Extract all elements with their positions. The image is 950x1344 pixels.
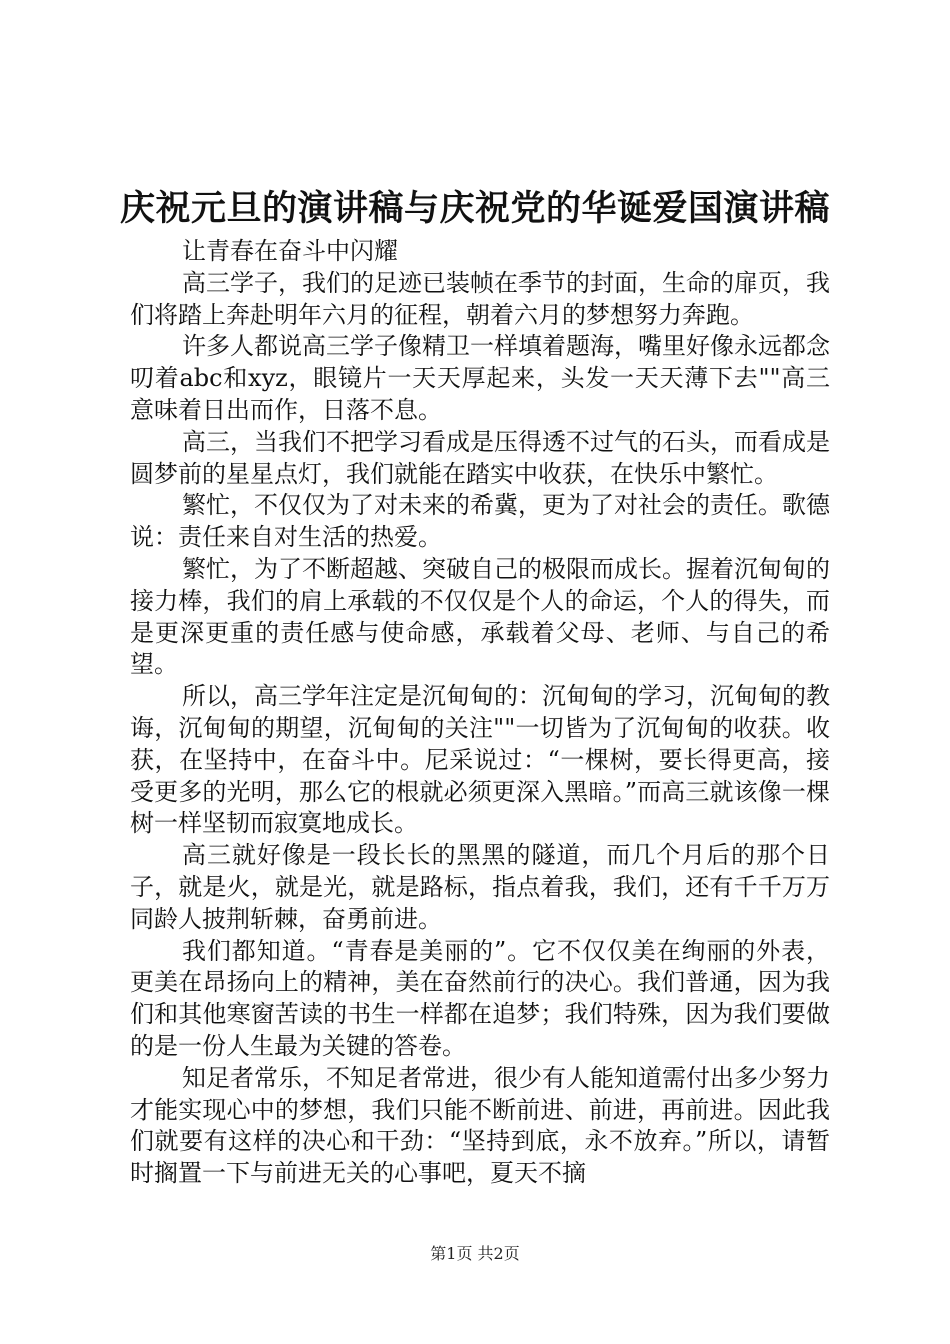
document-body	[130, 236, 830, 1190]
document-title: 庆祝元旦的演讲稿与庆祝党的华诞爱国演讲稿	[119, 188, 830, 229]
paragraph: 高三，当我们不把学习看成是压得透不过气的石头，而看成是圆梦前的星星点灯，我们就能在踏实中收获，在快乐中繁忙。	[130, 427, 830, 488]
paragraph: 许多人都说高三学子像精卫一样填着题海，嘴里好像永远都念叨着abc和xyz，眼镜片一天天厚起来，头发一天天薄下去""高三意味着日出而作，日落不息。	[130, 332, 830, 424]
paragraph: 繁忙，不仅仅为了对未来的希冀，更为了对社会的责任。歌德说：责任来自对生活的热爱。	[130, 491, 830, 552]
paragraph: 高三学子，我们的足迹已装帧在季节的封面，生命的扉页，我们将踏上奔赴明年六月的征程，朝着六月的梦想努力奔跑。	[130, 268, 830, 329]
paragraph: 高三就好像是一段长长的黑黑的隧道，而几个月后的那个日子，就是火，就是光，就是路标，指点着我，我们，还有千千万万同龄人披荆斩棘，奋勇前进。	[130, 841, 830, 933]
document-subtitle: 让青春在奋斗中闪耀	[182, 237, 398, 265]
paragraph: 繁忙，为了不断超越、突破自己的极限而成长。握着沉甸甸的接力棒，我们的肩上承载的不仅仅是个人的命运，个人的得失，而是更深更重的责任感与使命感，承载着父母、老师、与自己的希望。	[130, 554, 830, 679]
page-number-footer: 第1页 共2页	[430, 1244, 520, 1263]
paragraph: 我们都知道。“青春是美丽的”。它不仅仅美在绚丽的外表，更美在昂扬向上的精神，美在奋然前行的决心。我们普通，因为我们和其他寒窗苦读的书生一样都在追梦；我们特殊，因为我们要做的是一份人生最为关键的答卷。	[130, 936, 830, 1060]
paragraph: 知足者常乐，不知足者常进，很少有人能知道需付出多少努力才能实现心中的梦想，我们只能不断前进、前进，再前进。因此我们就要有这样的决心和干劲：“坚持到底，永不放弃。”所以，请暂时搁置一下与前进无关的心事吧，夏天不摘	[130, 1063, 830, 1188]
paragraph: 所以，高三学年注定是沉甸甸的：沉甸甸的学习，沉甸甸的教诲，沉甸甸的期望，沉甸甸的关注""一切皆为了沉甸甸的收获。收获，在坚持中，在奋斗中。尼采说过：“一棵树，要长得更高，接受更多的光明，那么它的根就必须更深入黑暗。”而高三就该像一棵树一样坚韧而寂寞地成长。	[130, 682, 830, 838]
